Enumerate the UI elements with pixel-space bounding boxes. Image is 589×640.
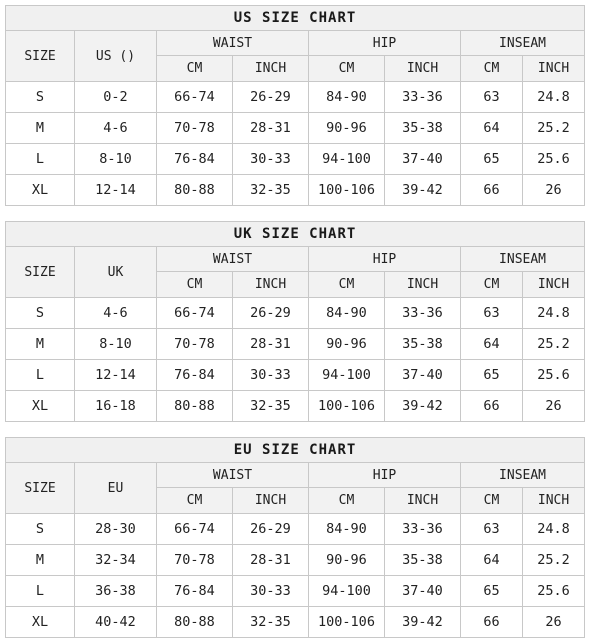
size-cell: XL [6,175,75,206]
hip-cm-cell: 100-106 [309,607,385,638]
table-row [6,607,585,638]
inseam-inch-cell: 25.2 [523,113,585,144]
size-cell: XL [6,391,75,422]
waist-cm-cell: 66-74 [157,514,233,545]
inseam-cm-cell: 64 [461,329,523,360]
table-row [6,144,585,175]
region-size-cell: 8-10 [75,329,157,360]
inseam-cm-header: CM [461,488,523,514]
waist-inch-cell: 30-33 [233,144,309,175]
inseam-inch-cell: 25.2 [523,329,585,360]
eu-size-chart [5,437,585,638]
hip-cm-cell: 84-90 [309,82,385,113]
inseam-inch-cell: 24.8 [523,298,585,329]
inseam-inch-cell: 26 [523,175,585,206]
region-size-cell: 12-14 [75,175,157,206]
us-size-chart [5,5,585,206]
waist-inch-header: INCH [233,272,309,298]
hip-cm-header: CM [309,488,385,514]
waist-inch-cell: 26-29 [233,298,309,329]
hip-inch-cell: 35-38 [385,113,461,144]
hip-cm-header: CM [309,56,385,82]
inseam-cm-cell: 63 [461,298,523,329]
waist-cm-cell: 76-84 [157,576,233,607]
chart-title: US SIZE CHART [6,6,585,31]
hip-header: HIP [309,463,461,488]
size-header: SIZE [6,247,75,298]
region-size-cell: 28-30 [75,514,157,545]
hip-inch-cell: 33-36 [385,82,461,113]
table-row [6,391,585,422]
size-header: SIZE [6,463,75,514]
hip-inch-cell: 37-40 [385,144,461,175]
region-size-cell: 36-38 [75,576,157,607]
waist-inch-cell: 32-35 [233,607,309,638]
size-cell: S [6,514,75,545]
table-row [6,545,585,576]
inseam-header: INSEAM [461,31,585,56]
size-cell: L [6,360,75,391]
inseam-inch-cell: 26 [523,391,585,422]
region-size-header: UK [75,247,157,298]
waist-cm-cell: 70-78 [157,545,233,576]
hip-cm-cell: 94-100 [309,360,385,391]
hip-inch-header: INCH [385,272,461,298]
hip-inch-cell: 37-40 [385,360,461,391]
waist-cm-cell: 80-88 [157,607,233,638]
inseam-header: INSEAM [461,463,585,488]
waist-cm-cell: 70-78 [157,329,233,360]
size-cell: M [6,329,75,360]
waist-inch-cell: 32-35 [233,175,309,206]
waist-cm-header: CM [157,488,233,514]
size-cell: L [6,576,75,607]
inseam-cm-cell: 64 [461,545,523,576]
table-row [6,82,585,113]
hip-cm-cell: 84-90 [309,298,385,329]
hip-cm-header: CM [309,272,385,298]
hip-cm-cell: 100-106 [309,175,385,206]
waist-header: WAIST [157,31,309,56]
hip-cm-cell: 94-100 [309,576,385,607]
hip-header: HIP [309,31,461,56]
table-row [6,113,585,144]
hip-cm-cell: 100-106 [309,391,385,422]
hip-inch-cell: 35-38 [385,329,461,360]
inseam-cm-cell: 63 [461,82,523,113]
hip-header: HIP [309,247,461,272]
waist-cm-header: CM [157,272,233,298]
inseam-cm-header: CM [461,272,523,298]
inseam-cm-cell: 65 [461,360,523,391]
region-size-cell: 8-10 [75,144,157,175]
uk-size-chart [5,221,585,422]
inseam-inch-cell: 25.6 [523,360,585,391]
hip-inch-header: INCH [385,56,461,82]
waist-inch-cell: 28-31 [233,545,309,576]
hip-inch-cell: 39-42 [385,607,461,638]
waist-header: WAIST [157,463,309,488]
waist-inch-cell: 30-33 [233,360,309,391]
waist-cm-cell: 66-74 [157,82,233,113]
inseam-inch-cell: 25.6 [523,144,585,175]
hip-cm-cell: 90-96 [309,545,385,576]
waist-inch-header: INCH [233,488,309,514]
waist-cm-cell: 80-88 [157,391,233,422]
inseam-cm-cell: 65 [461,144,523,175]
size-cell: L [6,144,75,175]
waist-inch-cell: 28-31 [233,329,309,360]
region-size-cell: 0-2 [75,82,157,113]
hip-inch-header: INCH [385,488,461,514]
hip-inch-cell: 39-42 [385,175,461,206]
inseam-cm-header: CM [461,56,523,82]
inseam-cm-cell: 64 [461,113,523,144]
hip-cm-cell: 90-96 [309,329,385,360]
hip-cm-cell: 94-100 [309,144,385,175]
hip-inch-cell: 33-36 [385,298,461,329]
hip-cm-cell: 90-96 [309,113,385,144]
chart-title: UK SIZE CHART [6,222,585,247]
waist-inch-cell: 26-29 [233,82,309,113]
region-size-cell: 16-18 [75,391,157,422]
waist-inch-cell: 28-31 [233,113,309,144]
size-cell: S [6,82,75,113]
table-row [6,360,585,391]
inseam-inch-header: INCH [523,488,585,514]
region-size-cell: 4-6 [75,298,157,329]
inseam-cm-cell: 66 [461,607,523,638]
region-size-header: EU [75,463,157,514]
waist-cm-cell: 80-88 [157,175,233,206]
waist-cm-cell: 66-74 [157,298,233,329]
region-size-header: US () [75,31,157,82]
chart-title: EU SIZE CHART [6,438,585,463]
waist-inch-cell: 26-29 [233,514,309,545]
inseam-inch-cell: 26 [523,607,585,638]
inseam-cm-cell: 65 [461,576,523,607]
region-size-cell: 12-14 [75,360,157,391]
inseam-inch-cell: 24.8 [523,514,585,545]
inseam-inch-header: INCH [523,56,585,82]
hip-inch-cell: 33-36 [385,514,461,545]
inseam-cm-cell: 66 [461,175,523,206]
region-size-cell: 4-6 [75,113,157,144]
table-row [6,298,585,329]
waist-cm-header: CM [157,56,233,82]
region-size-cell: 40-42 [75,607,157,638]
inseam-cm-cell: 63 [461,514,523,545]
inseam-inch-cell: 25.2 [523,545,585,576]
waist-inch-cell: 30-33 [233,576,309,607]
waist-cm-cell: 76-84 [157,144,233,175]
waist-cm-cell: 76-84 [157,360,233,391]
region-size-cell: 32-34 [75,545,157,576]
waist-inch-cell: 32-35 [233,391,309,422]
inseam-inch-cell: 25.6 [523,576,585,607]
waist-header: WAIST [157,247,309,272]
hip-cm-cell: 84-90 [309,514,385,545]
waist-inch-header: INCH [233,56,309,82]
hip-inch-cell: 39-42 [385,391,461,422]
inseam-cm-cell: 66 [461,391,523,422]
size-cell: M [6,113,75,144]
hip-inch-cell: 37-40 [385,576,461,607]
table-row [6,514,585,545]
table-row [6,175,585,206]
waist-cm-cell: 70-78 [157,113,233,144]
table-row [6,576,585,607]
inseam-inch-cell: 24.8 [523,82,585,113]
table-row [6,329,585,360]
size-cell: S [6,298,75,329]
size-cell: M [6,545,75,576]
inseam-header: INSEAM [461,247,585,272]
size-cell: XL [6,607,75,638]
hip-inch-cell: 35-38 [385,545,461,576]
size-header: SIZE [6,31,75,82]
inseam-inch-header: INCH [523,272,585,298]
